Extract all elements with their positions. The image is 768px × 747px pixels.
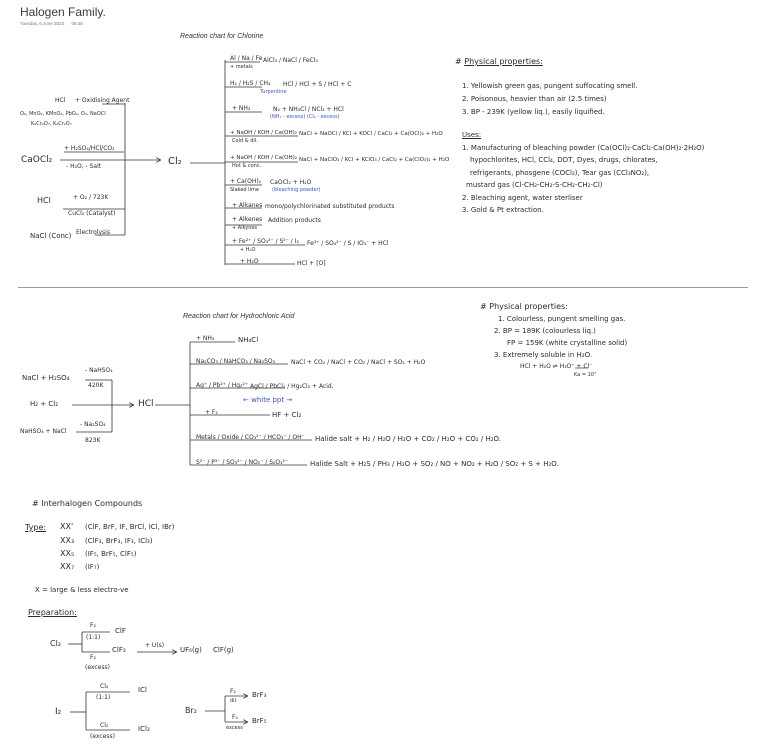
cl-physical-2: 3. BP - 239K (yellow liq.), easily liquified. (462, 108, 605, 116)
hcl-rxn-1-reagent: Na₂CO₃ / NaHCO₃ / Na₂SO₃ (196, 358, 276, 365)
ih-i-ratio: (1:1) (96, 694, 111, 701)
interhalogen-type-label: Type: (25, 523, 47, 532)
hcl-prep-0-top: - NaHSO₄ (85, 367, 113, 374)
interhalogen-type-1-examples: (ClF₃, BrF₃, IF₃, ICl₃) (85, 537, 153, 545)
cl-physical-1: 2. Poisonous, heavier than air (2.5 times) (462, 95, 607, 103)
cl-prep-hcl: HCl (55, 97, 66, 104)
cl-rxn-3-sub: Cold & dil. (232, 138, 258, 144)
cl-rxn-8-sub: + H₂O (240, 247, 256, 253)
cl-uses-title: Uses: (462, 131, 482, 139)
ih-brf5: BrF₅ (252, 717, 267, 725)
cl-physical-title-text: Physical properties: (464, 57, 543, 66)
ih-u-step: + U(s) (145, 642, 165, 649)
cl-prep-cucl2: CuCl₂ (Catalyst) (68, 210, 116, 217)
hcl-physical-title-text: Physical properties: (489, 302, 568, 311)
cl-rxn-1-note: Turpentine (260, 89, 287, 95)
hcl-rxn-4-product: Halide salt + H₂ / H₂O / H₂O + CO₂ / H₂O + CO₂ / H₂O. (315, 435, 501, 443)
cl-prep-minus-salt: - H₂O, - Salt (66, 163, 102, 170)
interhalogen-x-note: X = large & less electro-ve (35, 586, 129, 594)
ih-brf3: BrF₃ (252, 691, 267, 699)
hcl-physical-2: FP = 159K (white crystalline solid) (507, 339, 628, 347)
page-title: Halogen Family. (20, 5, 106, 19)
cl-prep-oxidising-agent: + Oxidising Agent (75, 97, 130, 104)
ih-f2-top: F₂ (90, 622, 96, 629)
cl-rxn-4-product: NaCl + NaClO₃ / KCl + KClO₃ / CaCl₂ + Ca(ClO₃)₂ + H₂O (299, 157, 450, 163)
interhalogen-title: # Interhalogen Compounds (32, 499, 143, 508)
cl-rxn-9-product: HCl + [O] (297, 260, 326, 267)
ih-br2: Br₂ (185, 706, 197, 715)
cl-use-0: 1. Manufacturing of bleaching powder (Ca(OCl)₂·CaCl₂·Ca(OH)₂·2H₂O) (462, 144, 705, 152)
cl-rxn-7-product: Addition products (268, 217, 321, 224)
hcl-physical-title: # Physical properties: (480, 302, 568, 311)
interhalogen-type-0-examples: (ClF, BrF, IF, BrCl, ICl, IBr) (85, 523, 175, 531)
ih-icl3: ICl₃ (138, 725, 150, 733)
cl-rxn-5-sub: Slaked lime (230, 187, 259, 193)
cl-prep-nacl: NaCl (Conc) (30, 232, 72, 240)
interhalogen-type-1-formula: XX₃ (60, 536, 75, 545)
cl-rxn-2-note: (NH₃ - excess) (Cl₂ - excess) (270, 114, 340, 120)
cl-prep-oxidisers-2: K₂Cr₂O₇, K₂Cr₂O₇ (31, 121, 72, 127)
section-divider (18, 287, 748, 288)
cl-rxn-4-sub: Hot & conc. (232, 163, 262, 169)
cl-rxn-4-reagent: + NaOH / KOH / Ca(OH)₂ (230, 155, 297, 161)
hcl-rxn-0-product: NH₄Cl (238, 336, 259, 344)
cl-rxn-1-reagent: H₂ / H₂S / CH₄ (230, 80, 271, 87)
cl-rxn-8-product: Fe³⁺ / SO₄²⁻ / S / IO₃⁻ + HCl (307, 240, 389, 247)
hcl-rxn-3-product: HF + Cl₂ (272, 411, 302, 419)
hcl-physical-0: 1. Colourless, pungent smelling gas. (498, 315, 626, 323)
interhalogen-type-2-examples: (IF₅, BrF₅, ClF₅) (85, 550, 137, 558)
cl-physical-title: # Physical properties: (455, 57, 543, 66)
ih-clf: ClF (115, 627, 126, 635)
cl-rxn-3-reagent: + NaOH / KOH / Ca(OH)₂ (230, 130, 297, 136)
ih-i-excess: (excess) (90, 733, 115, 740)
cl-rxn-0-sub: + metals (230, 64, 253, 70)
cl-prep-electrolysis: Electrolysis (76, 229, 110, 236)
hcl-center: HCl (138, 399, 154, 409)
interhalogen-prep-label: Preparation: (28, 608, 77, 617)
interhalogen-type-2-formula: XX₅ (60, 549, 75, 558)
ih-br-excess: excess (226, 725, 243, 731)
hcl-prep-0-bottom: 420K (88, 382, 104, 389)
ih-f2-bottom: F₂ (90, 654, 96, 661)
cl-prep-hcl2: HCl (37, 196, 51, 205)
interhalogen-type-3-examples: (IF₇) (85, 563, 100, 571)
ih-excess: (excess) (85, 664, 110, 671)
cl-rxn-8-reagent: + Fe²⁺ / SO₃²⁻ / S²⁻ / I₂ (232, 238, 299, 245)
hcl-chart-caption: Reaction chart for Hydrochloric Acid (183, 313, 295, 320)
ih-uf6: UF₆(g) (180, 646, 202, 654)
cl-rxn-2-product: N₂ + NH₄Cl / NCl₃ + HCl (273, 106, 344, 113)
hcl-physical-1: 2. BP = 189K (colourless liq.) (494, 327, 596, 335)
hcl-rxn-2-product: AgCl / PbCl₂ / Hg₂Cl₂ + Acid. (250, 383, 334, 390)
cl-prep-oxidisers-1: O₂, MnO₂, KMnO₄, PbO₂, O₃, NaOCl (20, 111, 106, 117)
cl-use-4: 2. Bleaching agent, water sterliser (462, 194, 583, 202)
cl2-center: Cl₂ (168, 156, 182, 167)
ih-ratio-top: (1:1) (86, 634, 101, 641)
cl-use-2: refrigerants, phosgene (COCl₂), Tear gas (CCl₃NO₂), (470, 169, 650, 177)
cl-rxn-7-sub: + Alkynes (232, 225, 258, 231)
time-text: 08:48 (71, 21, 83, 26)
hcl-equilibrium: HCl + H₂O ⇌ H₃O⁺ + Cl⁻ (520, 363, 593, 370)
ih-br-f2-bottom: F₂ (232, 714, 238, 721)
hcl-prep-0-reactants: NaCl + H₂SO₄ (22, 374, 70, 382)
cl-rxn-0-reagent: Al / Na / Fe (230, 55, 263, 62)
interhalogen-type-0-formula: XX' (60, 522, 74, 531)
cl-physical-0: 1. Yellowish green gas, pungent suffocating smell. (462, 82, 638, 90)
cl-rxn-9-reagent: + H₂O (240, 258, 259, 265)
ih-i-cl2-bottom: Cl₂ (100, 722, 109, 729)
ih-i2: I₂ (55, 707, 62, 717)
cl-rxn-6-reagent: + Alkanes (232, 202, 263, 209)
ih-cl2: Cl₂ (50, 639, 62, 648)
cl-rxn-5-note: (bleaching powder) (272, 187, 321, 193)
cl-rxn-5-reagent: + Ca(OH)₂ (230, 178, 262, 185)
ih-clf-g: ClF(g) (213, 646, 234, 654)
cl-rxn-6-product: mono/polychlorinated substituted products (265, 203, 395, 210)
hcl-prep-1-reactants: H₂ + Cl₂ (30, 400, 59, 408)
hcl-rxn-0-reagent: + NH₃ (196, 335, 215, 342)
cl-prep-o2-723: + O₂ / 723K (73, 194, 109, 201)
hcl-rxn-5-reagent: S²⁻ / P³⁻ / SO₃²⁻ / NO₂⁻ / S₂O₃²⁻ (196, 459, 289, 466)
cl-rxn-7-reagent: + Alkenes (232, 216, 263, 223)
cl-rxn-5-product: CaOCl₂ + H₂O (270, 179, 312, 186)
cl-use-3: mustard gas (Cl-CH₂-CH₂-S-CH₂-CH₂-Cl) (466, 181, 603, 189)
cl-use-1: hypochlorites, HCl, CCl₄, DDT, Dyes, drugs, chlorates, (470, 156, 658, 164)
cl-use-5: 3. Gold & Pt extraction. (462, 206, 544, 214)
hcl-rxn-1-product: NaCl + CO₂ / NaCl + CO₂ / NaCl + SO₂ + H₂O (291, 359, 426, 366)
cl-rxn-3-product: NaCl + NaOCl / KCl + KOCl / CaCl₂ + Ca(OCl)₂ + H₂O (299, 131, 443, 137)
cl-rxn-1-product: HCl / HCl + S / HCl + C (283, 81, 352, 88)
cl-rxn-2-reagent: + NH₃ (232, 105, 251, 112)
ih-i-cl2-top: Cl₂ (100, 683, 109, 690)
cl-prep-h2so4: + H₂SO₄/HCl/CO₂ (64, 145, 115, 152)
hcl-rxn-2-reagent: Ag⁺ / Pb²⁺ / Hg₂²⁺ (196, 382, 249, 389)
ih-br-f2-top: F₂ (230, 688, 236, 695)
chlorine-chart-caption: Reaction chart for Chlorine (180, 33, 264, 40)
hcl-ka: Ka = 10⁷ (574, 372, 596, 378)
date-text: Tuesday, 6 June 2023 (20, 21, 65, 26)
hcl-rxn-5-product: Halide Salt + H₂S / PH₃ / H₂O + SO₂ / NO + NO₂ + H₂O / SO₂ + S + H₂O. (310, 460, 559, 468)
interhalogen-type-3-formula: XX₇ (60, 562, 75, 571)
hcl-prep-2-bottom: 823K (85, 437, 101, 444)
hcl-physical-3: 3. Extremely soluble in H₂O. (494, 351, 593, 359)
cl-prep-caocl2: CaOCl₂ (21, 155, 53, 165)
hcl-rxn-4-reagent: Metals / Oxide / CO₃²⁻ / HCO₃⁻ / OH⁻ (196, 434, 305, 441)
ih-clf3: ClF₃ (112, 646, 126, 654)
hcl-rxn-2-note: ← white ppt → (243, 396, 293, 404)
hcl-prep-2-top: - Na₂SO₄ (80, 421, 106, 428)
hcl-prep-2-reactants: NaHSO₄ + NaCl (20, 428, 67, 435)
hcl-rxn-3-reagent: + F₂ (205, 409, 218, 416)
cl-rxn-0-product: AlCl₃ / NaCl / FeCl₃ (263, 57, 318, 64)
ih-icl: ICl (138, 686, 147, 694)
ih-br-dil: dil. (230, 698, 238, 704)
